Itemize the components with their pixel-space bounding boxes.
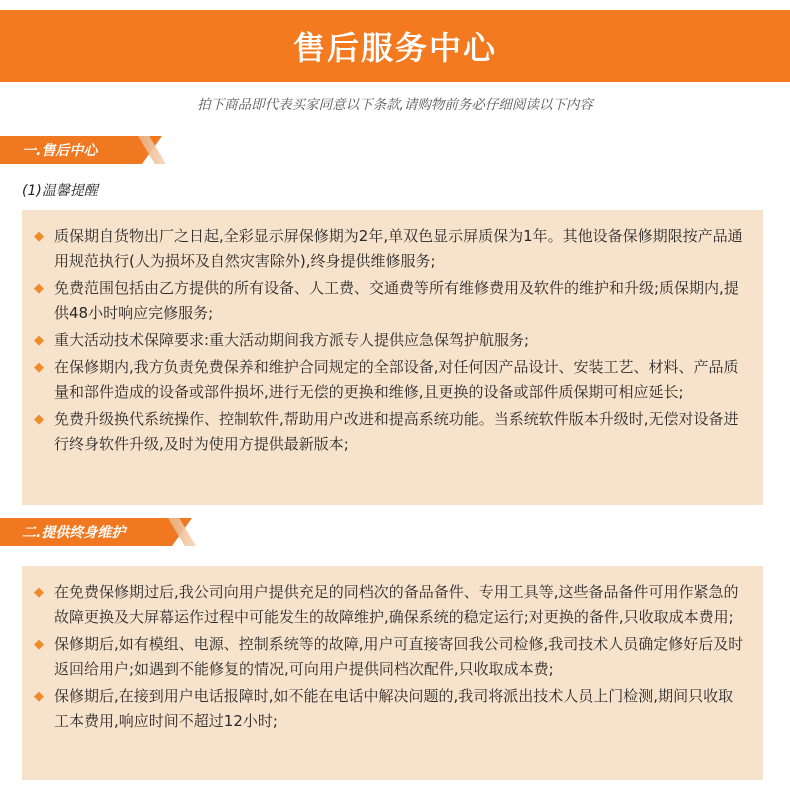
diamond-bullet-icon: ◆ [34,689,44,704]
diamond-bullet-icon: ◆ [34,229,44,244]
diamond-bullet-icon: ◆ [34,412,44,427]
list-item [34,684,745,734]
diamond-bullet-icon: ◆ [34,333,44,348]
list-item [34,632,745,682]
list-item [34,580,745,630]
list-item-text: 保修期后,如有模组、电源、控制系统等的故障,用户可直接寄回我公司检修,我司技术人员确定修好后及时返回给用户;如遇到不能修复的情况,可向用户提供同档次配件,只收取成本费; [54,635,744,678]
section1-box [22,210,763,505]
diamond-bullet-icon: ◆ [34,585,44,600]
page-subtitle: 拍下商品即代表买家同意以下条款,请购物前务必仔细阅读以下内容 [197,97,593,113]
list-item [34,355,745,405]
section1-tag [0,136,142,164]
list-item-text: 在免费保修期过后,我公司向用户提供充足的同档次的备品备件、专用工具等,这些备品备件可用作紧急的故障更换及大屏幕运作过程中可能发生的故障维护,确保系统的稳定运行;对更换的备件,只收取成本费用; [54,583,739,626]
section1-tag-label: 一.售后中心 [0,136,142,164]
diamond-bullet-icon: ◆ [34,637,44,652]
page-title: 售后服务中心 [292,29,497,67]
section2-tag-label: 二.提供终身维护 [0,518,172,546]
list-item-text: 质保期自货物出厂之日起,全彩显示屏保修期为2年,单双色显示屏质保为1年。其他设备保修期限按产品通用规范执行(人为损坏及自然灾害除外),终身提供维修服务; [54,227,743,270]
list-item [34,328,745,353]
list-item-text: 在保修期内,我方负责免费保养和维护合同规定的全部设备,对任何因产品设计、安装工艺、材料、产品质量和部件造成的设备或部件损坏,进行无偿的更换和维修,且更换的设备或部件质保期可相应延长; [54,358,739,401]
list-item-text: 保修期后,在接到用户电话报障时,如不能在电话中解决问题的,我司将派出技术人员上门检测,期间只收取工本费用,响应时间不超过12小时; [54,687,734,730]
section2-box [22,566,763,780]
diamond-bullet-icon: ◆ [34,360,44,375]
section2-tag [0,518,172,546]
list-item [34,276,745,326]
list-item-text: 免费升级换代系统操作、控制软件,帮助用户改进和提高系统功能。当系统软件版本升级时,无偿对设备进行终身软件升级,及时为使用方提供最新版本; [54,410,739,453]
list-item-text: 重大活动技术保障要求:重大活动期间我方派专人提供应急保驾护航服务; [54,331,530,349]
section1-subhead: (1)温馨提醒 [22,183,98,199]
list-item [34,407,745,457]
list-item-text: 免费范围包括由乙方提供的所有设备、人工费、交通费等所有维修费用及软件的维护和升级;质保期内,提供48小时响应完修服务; [54,279,739,322]
header-banner [0,10,790,82]
diamond-bullet-icon: ◆ [34,281,44,296]
list-item [34,224,745,274]
